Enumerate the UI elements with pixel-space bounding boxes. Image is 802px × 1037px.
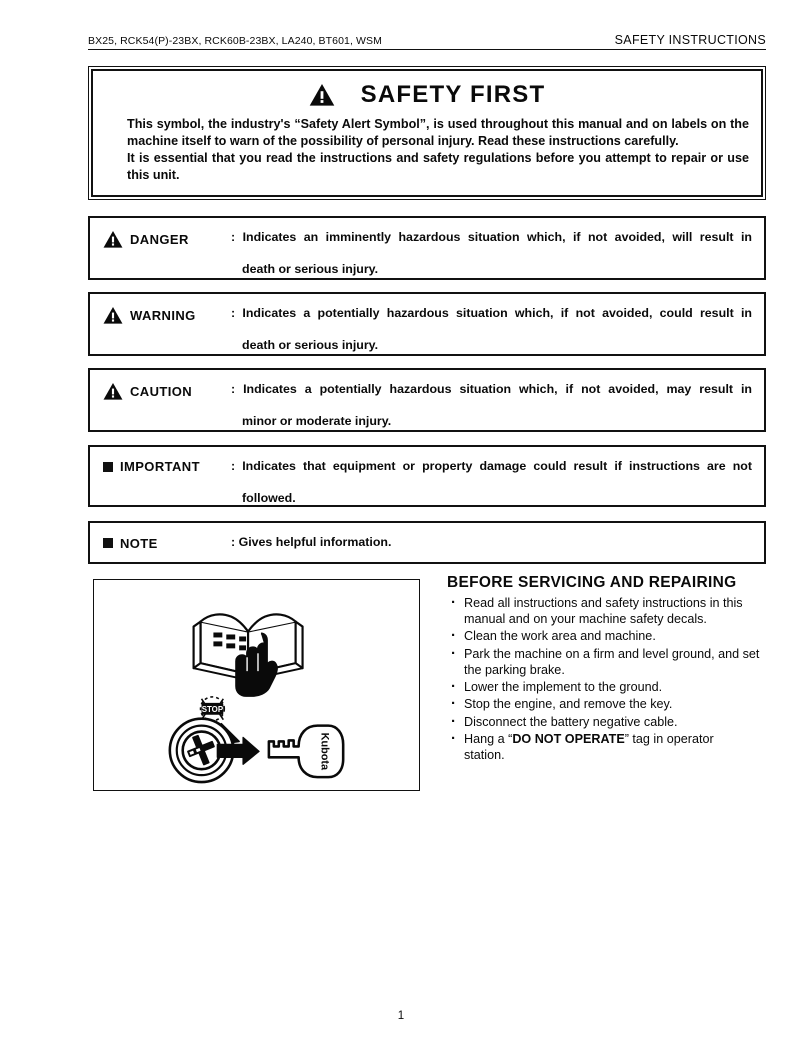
page-number: 1 (397, 1010, 405, 1022)
signal-box-danger (88, 216, 766, 280)
list-item (447, 731, 769, 763)
signal-definition-warning (231, 305, 752, 353)
signal-box-note (88, 521, 766, 564)
list-item-text-continued: station. (464, 748, 505, 763)
signal-label-note (103, 535, 231, 551)
list-item (447, 646, 769, 678)
signal-box-caution (88, 368, 766, 432)
list-item (447, 628, 769, 644)
list-item-text-continued: manual and on your machine safety decals. (464, 612, 707, 627)
svg-text:STOP: STOP (201, 705, 224, 715)
signal-label-caution (103, 381, 231, 401)
list-item (447, 714, 769, 730)
before-servicing-section (447, 574, 769, 764)
filled-square-bullet-icon (103, 462, 113, 472)
list-item (447, 679, 769, 695)
list-item-text-pre: Hang a “ (464, 731, 513, 746)
signal-label-danger (103, 229, 231, 249)
signal-word: IMPORTANT (120, 459, 200, 474)
do-not-operate-emphasis: DO NOT OPERATE (512, 731, 625, 746)
header-model-list: BX25, RCK54(P)-23BX, RCK60B-23BX, LA240, BT601, WSM (88, 35, 382, 47)
signal-box-important (88, 445, 766, 507)
signal-definition-line-1: : Indicates an imminently hazardous situation which, if not avoided, will result in (231, 230, 752, 244)
signal-definition-line-1: : Gives helpful information. (231, 535, 392, 550)
signal-label-warning (103, 305, 231, 325)
list-item (447, 595, 769, 627)
list-item-text: Disconnect the battery negative cable. (464, 714, 678, 729)
list-item-text: Park the machine on a firm and level ground, and set (464, 646, 760, 661)
signal-word: NOTE (120, 535, 158, 551)
signal-word: CAUTION (130, 384, 193, 399)
page-title: SAFETY FIRST (360, 81, 546, 108)
before-servicing-title: BEFORE SERVICING AND REPAIRING (447, 574, 737, 591)
signal-definition-caution (231, 381, 752, 429)
signal-definition-line-2: death or serious injury. (242, 338, 379, 353)
safety-alert-triangle-icon (103, 382, 123, 401)
list-item-text: Lower the implement to the ground. (464, 680, 663, 695)
signal-definition-line-1: : Indicates that equipment or property damage could result if instructions are not (231, 459, 752, 473)
safety-alert-triangle-icon (103, 230, 123, 249)
signal-definition-danger (231, 229, 752, 277)
signal-definition-line-2: death or serious injury. (242, 262, 379, 277)
list-item-text: Stop the engine, and remove the key. (464, 697, 673, 712)
signal-word: DANGER (130, 232, 189, 247)
signal-definition-line-2: followed. (242, 491, 296, 506)
safety-alert-triangle-icon (309, 83, 335, 107)
signal-definition-note (231, 534, 752, 550)
signal-label-important (103, 458, 231, 474)
kubota-key-icon (269, 726, 343, 778)
safety-alert-triangle-icon (103, 306, 123, 325)
signal-box-warning (88, 292, 766, 356)
list-item-text-post: ” tag in operator (624, 731, 714, 746)
page-running-header (88, 33, 766, 50)
safety-first-paragraph-2: It is essential that you read the instructions and safety regulations before you attempt to repair or use this unit. (127, 151, 749, 182)
filled-square-bullet-icon (103, 538, 113, 548)
list-item-text-continued: the parking brake. (464, 662, 565, 677)
signal-definition-line-2: minor or moderate injury. (242, 414, 392, 429)
safety-first-title-row (105, 81, 749, 109)
service-manual-and-ignition-key-illustration (93, 579, 420, 791)
safety-first-panel (88, 66, 766, 200)
list-item-text: Read all instructions and safety instructions in this (464, 596, 743, 610)
list-item (447, 696, 769, 712)
stop-position-icon (201, 697, 225, 721)
signal-word: WARNING (130, 308, 196, 323)
list-item-text: Clean the work area and machine. (464, 629, 656, 644)
signal-definition-important (231, 458, 752, 506)
header-section-title: SAFETY INSTRUCTIONS (614, 33, 766, 47)
svg-text:Kubota: Kubota (318, 732, 331, 771)
before-servicing-list (447, 595, 769, 763)
signal-definition-line-1: : Indicates a potentially hazardous situation which, if not avoided, could result in (231, 306, 752, 320)
signal-definition-line-1: : Indicates a potentially hazardous situation which, if not avoided, may result in (231, 382, 752, 396)
safety-first-paragraph-1: This symbol, the industry's “Safety Alert Symbol”, is used throughout this manual and on labels on the machine itself to warn of the possibility of personal injury. Read these instructions carefully. (127, 117, 749, 148)
